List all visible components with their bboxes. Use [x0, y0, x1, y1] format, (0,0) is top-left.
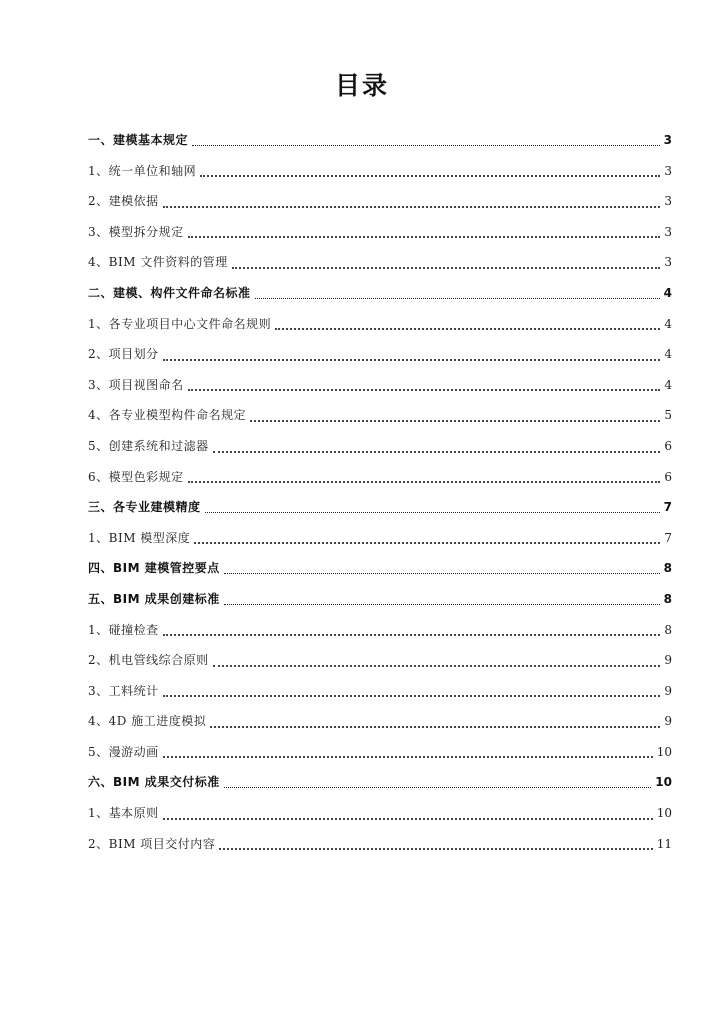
toc-entry[interactable] [88, 186, 672, 217]
toc-entry[interactable] [88, 431, 672, 462]
toc-entry[interactable] [88, 339, 672, 370]
toc-entry[interactable] [88, 309, 672, 340]
toc-entry-label: 二、建模、构件文件命名标准 [88, 285, 251, 300]
toc-entry[interactable] [88, 156, 672, 187]
toc-leader-dots [230, 247, 663, 278]
toc-entry-label: 1、BIM 模型深度 [88, 530, 191, 545]
toc-entry-label: 1、碰撞检查 [88, 622, 159, 637]
toc-list [88, 125, 672, 859]
toc-leader-dots [190, 125, 662, 156]
toc-page-number: 10 [655, 775, 672, 790]
toc-entry-label: 2、BIM 项目交付内容 [88, 836, 216, 851]
toc-entry-label: 4、BIM 文件资料的管理 [88, 255, 228, 270]
toc-page-number: 10 [656, 806, 672, 821]
toc-entry-label: 3、工料统计 [88, 683, 159, 698]
toc-leader-dots [161, 615, 663, 646]
toc-entry-label: 三、各专业建模精度 [88, 500, 201, 515]
toc-entry-label: 5、创建系统和过滤器 [88, 438, 209, 453]
toc-leader-dots [222, 767, 654, 798]
toc-leader-dots [217, 829, 654, 860]
toc-entry[interactable] [88, 400, 672, 431]
toc-leader-dots [161, 798, 655, 829]
toc-leader-dots [208, 706, 662, 737]
toc-page-number: 9 [664, 714, 672, 729]
toc-page-number: 7 [663, 500, 672, 515]
toc-page-number: 5 [664, 408, 672, 423]
toc-leader-dots [273, 309, 662, 340]
toc-entry-label: 3、模型拆分规定 [88, 224, 184, 239]
toc-entry[interactable] [88, 798, 672, 829]
toc-leader-dots [161, 186, 663, 217]
toc-leader-dots [161, 737, 655, 768]
toc-entry[interactable] [88, 492, 672, 523]
toc-leader-dots [198, 156, 662, 187]
toc-entry[interactable] [88, 125, 672, 156]
toc-page-number: 8 [663, 591, 672, 606]
toc-page-number: 11 [656, 836, 672, 851]
toc-page-number: 4 [664, 316, 672, 331]
toc-page-number: 9 [664, 683, 672, 698]
toc-leader-dots [186, 370, 663, 401]
toc-page-number: 4 [663, 285, 672, 300]
toc-entry-label: 2、建模依据 [88, 194, 159, 209]
toc-entry-label: 1、基本原则 [88, 806, 159, 821]
toc-page-number: 6 [664, 469, 672, 484]
toc-leader-dots [222, 584, 662, 615]
toc-page-number: 4 [664, 347, 672, 362]
toc-entry[interactable] [88, 615, 672, 646]
toc-page-number: 10 [656, 744, 672, 759]
toc-page-number: 3 [663, 133, 672, 147]
toc-entry[interactable] [88, 217, 672, 248]
toc-page-number: 7 [664, 530, 672, 545]
toc-page-number: 4 [664, 377, 672, 392]
toc-page-number: 3 [664, 163, 672, 178]
toc-entry-label: 1、各专业项目中心文件命名规则 [88, 316, 272, 331]
toc-leader-dots [253, 278, 662, 309]
toc-leader-dots [161, 339, 663, 370]
toc-page-number: 8 [663, 561, 672, 576]
toc-entry[interactable] [88, 767, 672, 798]
toc-leader-dots [211, 645, 663, 676]
toc-entry[interactable] [88, 370, 672, 401]
toc-page-number: 9 [664, 653, 672, 668]
toc-entry[interactable] [88, 553, 672, 584]
toc-leader-dots [161, 676, 663, 707]
toc-entry[interactable] [88, 462, 672, 493]
toc-title: 目录 [334, 71, 389, 100]
toc-leader-dots [248, 400, 662, 431]
toc-leader-dots [192, 523, 662, 554]
toc-entry-label: 六、BIM 成果交付标准 [88, 775, 220, 790]
toc-entry-label: 1、统一单位和轴网 [88, 163, 197, 178]
toc-entry-label: 5、漫游动画 [88, 744, 159, 759]
toc-entry-label: 2、项目划分 [88, 347, 159, 362]
toc-page-number: 3 [664, 255, 672, 270]
toc-entry-label: 2、机电管线综合原则 [88, 653, 209, 668]
toc-leader-dots [186, 217, 663, 248]
toc-leader-dots [211, 431, 663, 462]
toc-page-number: 8 [664, 622, 672, 637]
toc-entry[interactable] [88, 645, 672, 676]
toc-entry[interactable] [88, 829, 672, 860]
toc-entry-label: 3、项目视图命名 [88, 377, 184, 392]
toc-entry-label: 四、BIM 建模管控要点 [88, 561, 220, 576]
toc-entry[interactable] [88, 676, 672, 707]
toc-entry-label: 4、各专业模型构件命名规定 [88, 408, 247, 423]
toc-entry[interactable] [88, 706, 672, 737]
toc-page-number: 3 [664, 194, 672, 209]
toc-entry-label: 4、4D 施工进度模拟 [88, 714, 207, 729]
toc-page-number: 3 [664, 224, 672, 239]
toc-entry-label: 6、模型色彩规定 [88, 469, 184, 484]
toc-leader-dots [203, 492, 662, 523]
toc-leader-dots [186, 462, 663, 493]
toc-entry[interactable] [88, 523, 672, 554]
toc-entry[interactable] [88, 278, 672, 309]
toc-page-number: 6 [664, 438, 672, 453]
toc-leader-dots [222, 553, 662, 584]
toc-entry[interactable] [88, 737, 672, 768]
toc-entry[interactable] [88, 247, 672, 278]
toc-entry-label: 五、BIM 成果创建标准 [88, 591, 220, 606]
toc-entry[interactable] [88, 584, 672, 615]
toc-entry-label: 一、建模基本规定 [88, 133, 189, 147]
